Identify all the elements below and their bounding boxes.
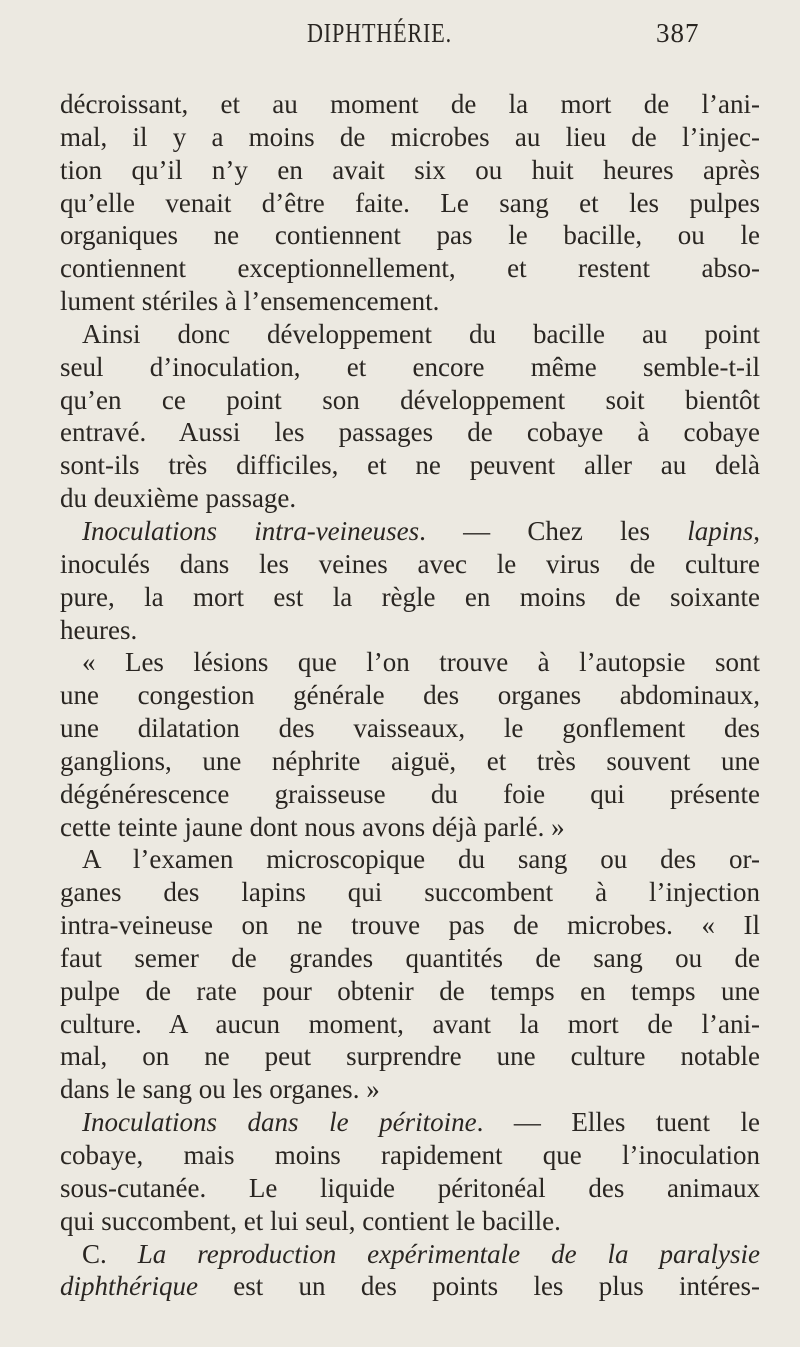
section-heading-line: Inoculations intra-veineuses. — Chez les lapins, (82, 515, 760, 546)
text-line: qu’en ce point son développement soit bientôt (60, 384, 760, 415)
text-line: tion qu’il n’y en avait six ou huit heures après (60, 154, 760, 185)
text-line: « Les lésions que l’on trouve à l’autopsie sont (82, 647, 760, 678)
text-line: du deuxième passage. (60, 483, 297, 514)
text-line: organiques ne contiennent pas le bacille, ou le (60, 220, 760, 251)
text-line: diphthérique est un des points les plus intéres- (60, 1271, 760, 1302)
text-line: qu’elle venait d’être faite. Le sang et les pulpes (60, 187, 760, 218)
text-line: ganes des lapins qui succombent à l’injection (60, 877, 760, 908)
text-line: une congestion générale des organes abdominaux, (60, 680, 760, 711)
text-line: Ainsi donc développement du bacille au point (82, 318, 760, 349)
body-text (60, 88, 760, 1303)
text-line: pure, la mort est la règle en moins de soixante (60, 581, 760, 612)
text-line: qui succombent, et lui seul, contient le bacille. (60, 1205, 561, 1236)
text-line: heures. (60, 614, 138, 645)
page-header (0, 18, 800, 58)
text-line: seul d’inoculation, et encore même semble-t-il (60, 351, 760, 382)
text-line: une dilatation des vaisseaux, le gonflement des (60, 713, 760, 744)
text-line: entravé. Aussi les passages de cobaye à cobaye (60, 417, 760, 448)
text-line: faut semer de grandes quantités de sang ou de (60, 942, 760, 973)
text-line: sous-cutanée. Le liquide péritonéal des animaux (60, 1172, 760, 1203)
section-heading-line: C. La reproduction expérimentale de la paralysie (82, 1238, 760, 1269)
text-line: mal, il y a moins de microbes au lieu de l’injec- (60, 121, 760, 152)
text-line: ganglions, une néphrite aiguë, et très souvent une (60, 745, 760, 776)
text-line: pulpe de rate pour obtenir de temps en temps une (60, 975, 760, 1006)
text-line: intra-veineuse on ne trouve pas de microbes. « Il (60, 910, 760, 941)
running-title: DIPHTHÉRIE. (307, 18, 452, 48)
text-line: décroissant, et au moment de la mort de l’ani- (60, 89, 760, 119)
page-number: 387 (656, 18, 700, 48)
text-line: mal, on ne peut surprendre une culture notable (60, 1041, 760, 1072)
text-line: cette teinte jaune dont nous avons déjà parlé. » (60, 811, 565, 842)
text-line: inoculés dans les veines avec le virus de culture (60, 548, 760, 579)
text-line: dans le sang ou les organes. » (60, 1074, 380, 1105)
section-heading-line: Inoculations dans le péritoine. — Elles tuent le (82, 1107, 760, 1138)
text-line: lument stériles à l’ensemencement. (60, 286, 440, 317)
text-line: cobaye, mais moins rapidement que l’inoculation (60, 1140, 760, 1170)
text-line: A l’examen microscopique du sang ou des or- (82, 844, 760, 875)
text-line: sont-ils très difficiles, et ne peuvent aller au delà (60, 450, 760, 481)
text-line: dégénérescence graisseuse du foie qui présente (60, 778, 760, 809)
text-line: culture. A aucun moment, avant la mort de l’ani- (60, 1008, 760, 1039)
text-line: contiennent exceptionnellement, et restent abso- (60, 253, 760, 284)
